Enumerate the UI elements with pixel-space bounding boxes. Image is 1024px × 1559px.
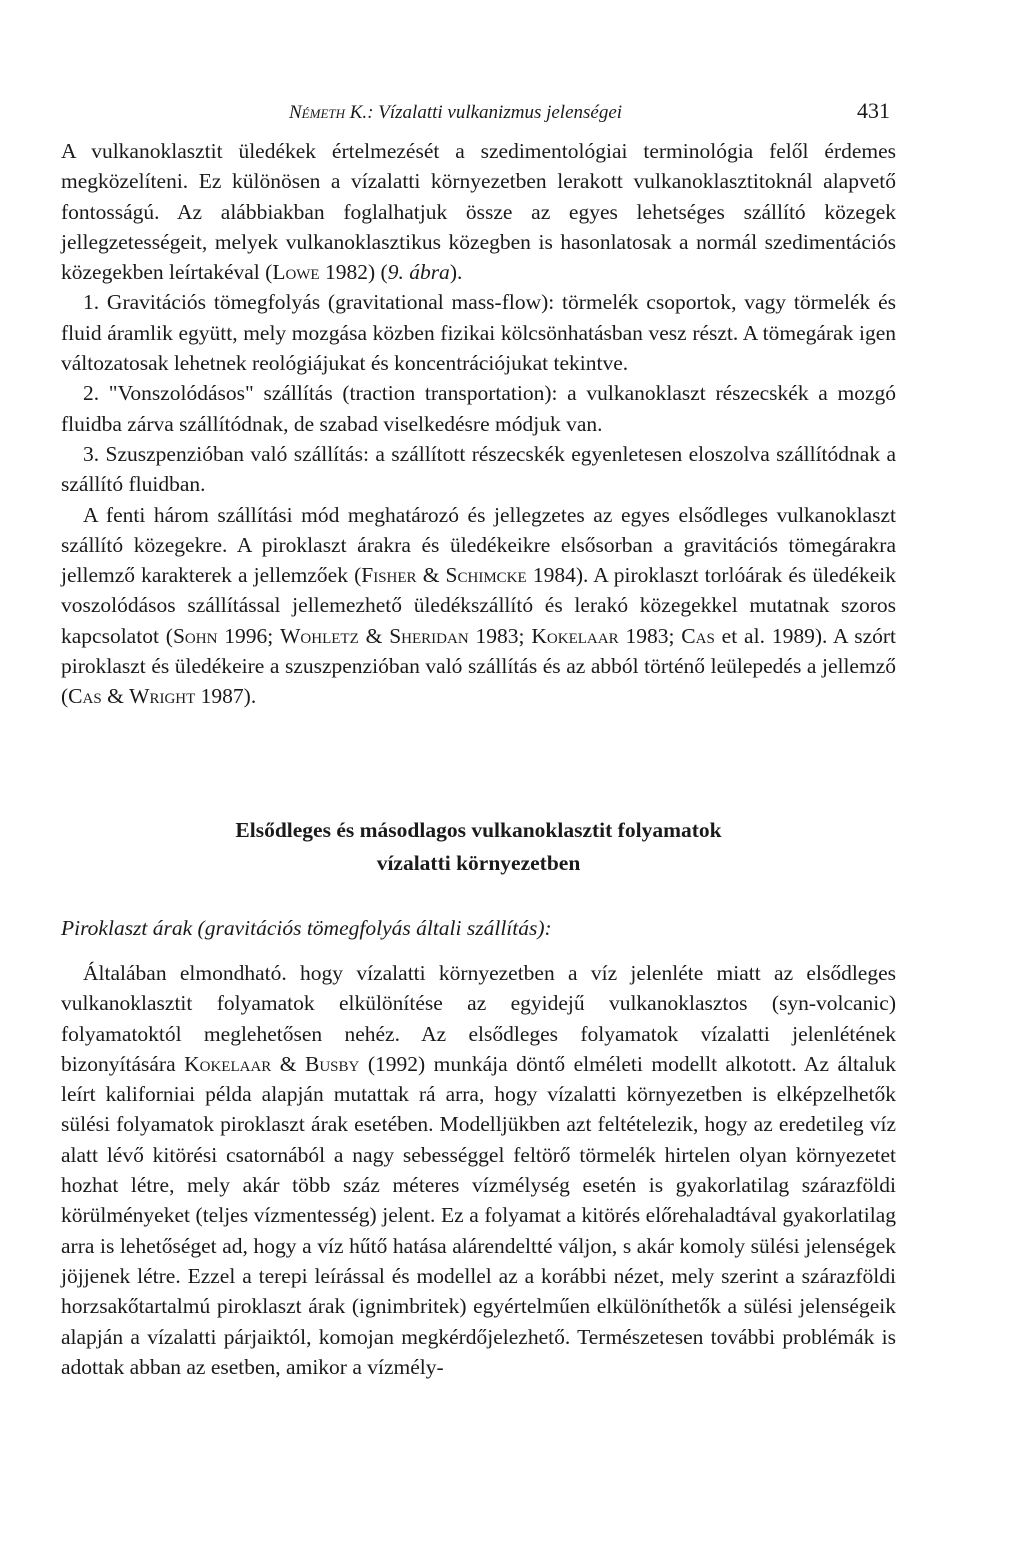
text-segment: & (101, 684, 130, 709)
text-segment: & (416, 563, 446, 588)
text-segment: et al. 1989). A szórt piroklaszt és üledékeire a szuszpenzióban való szállítás és az abból történő leülepedés a jellemző ( (61, 623, 897, 709)
text-segment: 1982) ( (319, 260, 388, 285)
text-segment: Általában elmondható. hogy vízalatti környezetben a víz jelenléte miatt az elsődleges vulkanoklasztit folyamatok elkülönítése az egyidejű vulkanoklasztos (syn-volcanic) folyamatoktól meglehetősen nehéz. Az elsődleges folyamatok vízalatti jelenlétének bizonyítására (61, 961, 896, 1076)
section-heading-line-1: Elsődleges és másodlagos vulkanoklasztit folyamatok (235, 818, 722, 842)
subsection-heading: Piroklaszt árak (gravitációs tömegfolyás általi szállítás): (61, 916, 552, 940)
citation-author: Cas (681, 623, 715, 648)
section-heading (61, 814, 896, 880)
running-title: Németh K.: Vízalatti vulkanizmus jelenségei (289, 102, 623, 123)
list-item-gravitational-flow: 1. Gravitációs tömegfolyás (gravitational mass-flow): törmelék csoportok, vagy törmelék és fluid áramlik együtt, mely mozgása közben fizikai kölcsönhatásban vesz részt. A tömegárak igen változatosak lehetnek reológiájukat és koncentrációjukat tekintve. (61, 290, 896, 376)
text-segment: 1983; (468, 623, 532, 648)
citation-author: Cas (68, 684, 102, 709)
running-head-title: Vízalatti vulkanizmus jelenségei (378, 102, 623, 123)
citation-author: Wohletz (280, 623, 359, 648)
text-segment: 1987). (195, 684, 257, 709)
text-segment: & (358, 623, 390, 648)
running-head-author: Németh K. (289, 102, 368, 123)
figure-reference: 9. ábra (387, 260, 450, 285)
text-segment: (1992) munkája döntő elméleti modellt alkotott. Az általuk leírt kaliforniai példa alapján mutattak rá arra, hogy vízalatti környezetben is elképzelhetők sülési folyamatok piroklaszt árak esetében. Modelljükben azt feltételezik, hogy az eredetileg víz alatt lévő kitörési csatornából a nagy sebességgel feltörő törmelék hirtelen olyan környezetet hozhat létre, mely akár több száz méteres vízmélység esetén is gyakorlatilag szárazföldi körülményeket (teljes vízmentesség) jelent. Ez a folyamat a kitörés előrehaladtával gyakorlatilag arra is lehetőséget ad, hogy a víz hűtő hatása alárendeltté váljon, s akár komoly sülési jelenségek jöjjenek létre. Ezzel a terepi leírással és modellel az a korábbi nézet, mely szerint a szárazföldi horzsakőtartalmú piroklaszt árak (ignimbritek) egyértelműen elkülöníthetők a sülési jelenségeik alapján a vízalatti párjaiktól, komojan megkérdőjelezhető. Természetesen további problémák is adottak abban az esetben, amikor a vízmély- (61, 1051, 896, 1379)
citation-author: Sheridan (389, 623, 469, 648)
body-upper (61, 136, 896, 712)
list-item-traction-transport: 2. "Vonszolódásos" szállítás (traction transportation): a vulkanoklaszt részecskék a mozgó fluidba zárva szállítódnak, de szabad viselkedésre módjuk van. (61, 381, 896, 436)
text-segment: 1984). A piroklaszt torlóárak és üledékeik voszolódásos szállítással jellemezhető üledékszállító és lerakó közegekkel mutatnak szoros kapcsolatot ( (61, 563, 896, 648)
citation-author: Schimcke (445, 563, 527, 588)
citation-author: Busby (305, 1051, 360, 1076)
citation-author: Kokelaar (531, 623, 619, 648)
body-lower (61, 958, 896, 1382)
text-segment: ). (449, 260, 463, 285)
text-segment: A fenti három szállítási mód meghatározó és jellegzetes az egyes elsődleges vulkanoklaszt szállító közegekre. A piroklaszt árakra és üledékeikre elsősorban a gravitációs tömegárakra jellemző karakterek a jellemzőek ( (61, 502, 896, 588)
citation-author: Sohn (172, 623, 218, 648)
citation-author: Kokelaar (184, 1051, 272, 1076)
running-head (61, 98, 896, 126)
page-number: 431 (857, 98, 890, 123)
citation-author: Wright (129, 684, 196, 709)
section-heading-line-2: vízalatti környezetben (376, 851, 581, 875)
citation-author: Lowe (272, 260, 320, 285)
paragraph-transport-modes (61, 500, 896, 712)
text-segment: 1996; (217, 623, 281, 648)
citation-author: Fisher (361, 563, 417, 588)
text-segment: A vulkanoklasztit üledékek értelmezését a szedimentológiai terminológia felől érdemes megközelíteni. Ez különösen a vízalatti környezetben lerakott vulkanoklasztitoknál alapvető fontosságú. Az alábbiakban foglalhatjuk össze az egyes lehetséges szállító közegek jellegzetességeit, melyek vulkanoklasztikus közegben is hasonlatosak a normál szedimentációs közegekben leírtakéval ( (61, 139, 896, 285)
text-segment: & (271, 1051, 305, 1076)
list-item-suspension-transport: 3. Szuszpenzióban való szállítás: a szállított részecskék egyenletesen eloszolva szállítódnak a szállító fluidban. (61, 441, 896, 497)
paragraph-intro (61, 136, 896, 287)
text-segment: 1983; (618, 623, 682, 648)
paragraph-pyroclastic-flows (61, 958, 896, 1382)
